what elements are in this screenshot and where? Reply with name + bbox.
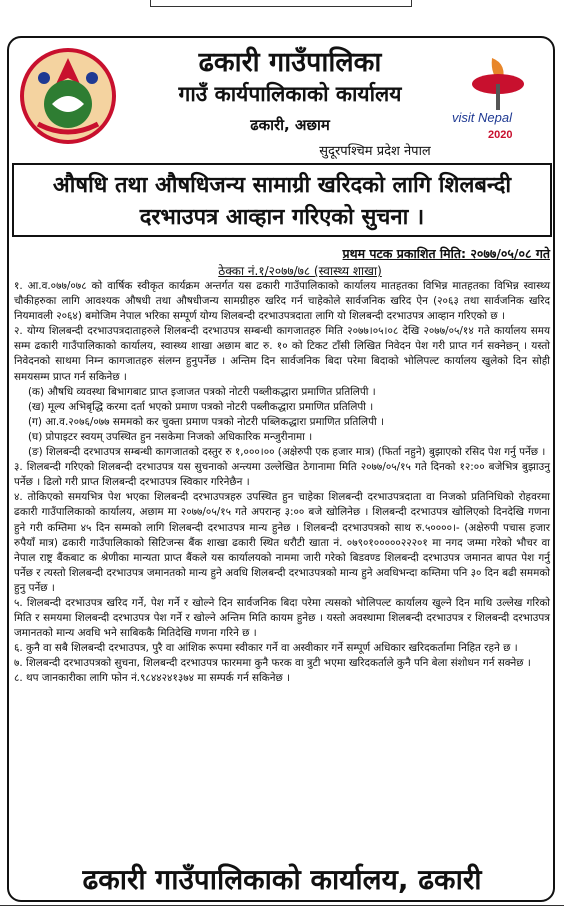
contract-number: ठेक्का नं.१/२०७७/७८ (स्वास्थ्य शाखा) [218, 264, 382, 278]
paragraph: ८. थप जानकारीका लागि फोन नं.९८४४२४१३७४ मा सम्पर्क गर्न सकिनेछ । [14, 672, 290, 685]
document-item: (क) औषधि व्यवस्था बिभागबाट प्राप्त इजाजत पत्रको नोटरी पब्लीकद्धारा प्रमाणित प्रतिलिपी । [28, 385, 376, 398]
paragraph: १. आ.व.०७७/०७८ को वार्षिक स्वीकृत कार्यक्रम अन्तर्गत यस ढकारी गाउँपालिकाको कार्यालय मातहतका विभिन्न मातहतका विभिन्न स्वास्थ्य चौकीहरुका लागि आवश्यक औषधी तथा औषधीजन्य सामग्रीहरु खरिद गर्न चाहेकोले सार्वजनिक खरिद ऐन (२०६३ तथा सार्वजनिक खरिद नियमावली २०६४) बमोजिम नेपाल भरिका सम्पूर्ण योग्य शिलबन्दी दरभाउपत्रदाता लागि यो शिलबन्दी दरभाउपत्र आव्हान गरिएको छ । [14, 280, 550, 323]
document-item: (ग) आ.व.२०७६/०७७ सममको कर चुक्ता प्रमाण पत्रको नोटरी पब्लिकद्धारा प्रमाणित प्रतिलिपी । [28, 415, 384, 428]
document-item: (ख) मूल्य अभिबृद्धि करमा दर्ता भएको प्रमाण पत्रको नोटरी पब्लीकद्धारा प्रमाणित प्रतिलिपी । [28, 400, 374, 413]
municipality-name: ढकारी गाउँपालिका [198, 47, 382, 78]
nepal-emblem-icon [18, 44, 118, 148]
document-item: (घ) प्रोपाइटर स्वयम् उपस्थित हुन नसकेमा निजको अधिकारिक मन्जुरीनामा । [28, 430, 313, 443]
visit-year: 2020 [488, 129, 513, 141]
notice-body [14, 279, 550, 687]
notice-title-line1: औषधि तथा औषधिजन्य सामाग्री खरिदको लागि शिलबन्दी [52, 173, 512, 198]
publication-date: प्रथम पटक प्रकाशित मिति: २०७७/०५/०८ गते [342, 246, 550, 261]
paragraph: ७. शिलबन्दी दरभाउपत्रको सुचना, शिलबन्दी दरभाउपत्र फारममा कुनै फरक वा त्रुटी भएमा खरिदकर्ताले कुनै पनि बेला संशोधन गर्न सक्नेछ । [14, 657, 531, 670]
visit-text: visit Nepal [452, 110, 512, 125]
visit-nepal-logo-icon [446, 54, 550, 144]
bottom-rule [0, 905, 564, 906]
top-strip [150, 0, 412, 7]
paragraph: ३. शिलबन्दी गरिएको शिलबन्दी दरभाउपत्र यस सुचनाको अन्त्यमा उल्लेखित ठेगानामा मिति २०७७/०५/१५ गते दिनको १२:०० बजेभित्र बुझाउनु पर्नेछ । ढिलो गरी प्राप्त शिलबन्दी दरभाउपत्र स्विकार गरिनेछैन । [14, 461, 550, 489]
paragraph: ६. कुनै वा सबै शिलबन्दी दरभाउपत्र, पुरै वा आंशिक रूपमा स्वीकार गर्ने वा अस्वीकार गर्ने सम्पूर्ण अधिकार खरिदकर्तामा निहित रहने छ । [14, 642, 518, 655]
notice-title-line2: दरभाउपत्र आव्हान गरिएको सुचना । [139, 205, 425, 230]
paragraph: ५. शिलबन्दी दरभाउपत्र खरिद गर्ने, पेश गर्ने र खोल्ने दिन सार्वजनिक बिदा परेमा त्यसको भोलिपल्ट कार्यालय खुल्ने दिन माथि उल्लेख गरिको मिति र समयमा शिलबन्दी दरभाउपत्र पेश गर्ने र खोल्ने अन्तिम मिति कायम हुनेछ । यस्तो अवस्थामा शिलबन्दी दरभाउपत्र र शिलबन्दी दरभाउपत्र जमानतको मान्य अवधि भने साबिककै मितिदेखि गणना गरिने छ । [14, 596, 550, 640]
paragraph: ४. तोकिएको समयभित्र पेश भएका शिलबन्दी दरभाउपत्रहरु उपस्थित हुन चाहेका शिलबन्दी दरभाउपत्रदाता वा निजको प्रतिनिधिको रोहवरमा ढकारी गाउँपालिकाको कार्यालय, अछाम मा २०७७/०५/१५ गते अपरान्ह ३:०० बजे खोलिनेछ । शिलबन्दी दरभाउपत्र खोलिएको दिनदेखि गणना हुने गरी कम्तिमा ४५ दिन सम्मको लागि शिलबन्दी दरभाउपत्र मान्य हुनेछ । शिलबन्दी दरभाउपत्रको साथ रु.५००००।- (अक्षेरुपी पचास हजार रुपैयाँ मात्र) ढकारी गाउँपालिकाको सिटिजन्स बैंक शाखा ढकारी स्थित धरौटी खाता नं. ०७९०१०००००२२२०१ मा नगद जम्मा गरेको भौचर वा नेपाल राष्ट्र बैंकबाट क श्रेणीका मान्यता प्राप्त बैंकले यस कार्यालयको नाममा जारी गरेको बिडवण्ड शिलबन्दी दरभाउपत्र जमानत बापत पेश गर्नु पर्नेछ र त्यस्तो शिलबन्दी दरभाउपत्र जमानतको मान्य हुने अवधि शिलबन्दी दरभाउपत्रको मान्य हुने अवधिभन्दा कम्तिमा पनि ३० दिन बढी सममको हुनु पर्नेछ । [14, 491, 550, 594]
paragraph: २. योग्य शिलबन्दी दरभाउपत्रदाताहरुले शिलबन्दी दरभाउपत्र सम्बन्धी कागजातहरु मिति २०७७।०५।०८ देखि २०७७/०५/१४ गते कार्यालय समय सम्म ढकारी गाउँपालिकाको कार्यालय, स्वास्थ्य शाखा अछाम बाट रु. १० को टिकट टाँसी लिखित निवेदन पेश गरी प्राप्त गर्न सक्नेछन् । यस्तो निवेदनको साथमा निम्न कागजातहरु संलग्न हुनुपर्नेछ । अन्तिम दिन सार्वजनिक बिदा परेमा बिदाको भोलिपल्ट कार्यालय खुलेको दिन सोही समयसम्म प्राप्त गर्न सकिनेछ । [14, 325, 550, 383]
notice-title-box [12, 163, 552, 237]
office-address: ढकारी, अछाम [250, 116, 330, 134]
province-name: सुदूरपश्चिम प्रदेश नेपाल [319, 144, 431, 159]
office-name: गाउँ कार्यपालिकाको कार्यालय [178, 82, 402, 106]
document-item: (ङ) शिलबन्दी दरभाउपत्र सम्बन्धी कागजातको दस्तुर रु १,०००।०० (अक्षेरुपी एक हजार मात्र) (फिर्ता नहुने) बुझाएको रसिद पेश गर्नु पर्नेछ । [28, 446, 546, 459]
footer-office-name: ढकारी गाउँपालिकाको कार्यालय, ढकारी [82, 863, 482, 896]
